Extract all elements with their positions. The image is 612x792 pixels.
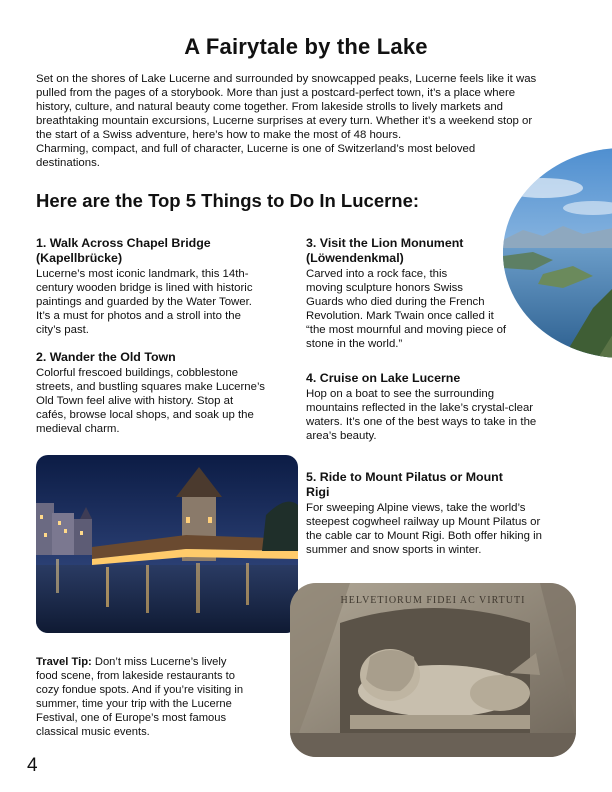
travel-tip-label: Travel Tip: <box>36 656 92 668</box>
monument-inscription: HELVETIORUM FIDEI AC VIRTUTI <box>340 595 526 606</box>
item-body-line: “the most mournful and moving piece of <box>306 324 507 336</box>
item-title <box>36 350 281 365</box>
item-body-line: Revolution. Mark Twain once called it <box>306 310 494 322</box>
page-number: 4 <box>27 755 38 776</box>
item-body-line: stone in the world.” <box>306 338 403 350</box>
item-body-line: cafés, browse local shops, and soak up the <box>36 409 254 421</box>
list-item <box>36 236 281 337</box>
item-body-line: steepest cogwheel railway up Mount Pilatus or <box>306 516 541 528</box>
item-body-line: For sweeping Alpine views, take the world’s <box>306 502 526 514</box>
list-item <box>306 236 531 351</box>
intro-paragraph <box>36 72 576 170</box>
intro-line: destinations. <box>36 157 100 169</box>
intro-line: Set on the shores of Lake Lucerne and surrounded by snowcapped peaks, Lucerne feels like it was <box>36 73 537 85</box>
intro-line: Charming, compact, and full of character, Lucerne is one of Switzerland’s most beloved <box>36 143 476 155</box>
list-item <box>36 350 281 436</box>
intro-line: history, culture, and natural beauty come together. From lakeside strolls to lively markets and <box>36 101 504 113</box>
intro-line: the start of a Swiss adventure, here’s how to make the most of 48 hours. <box>36 129 402 141</box>
article-title: A Fairytale by the Lake <box>184 34 428 59</box>
list-item <box>306 470 576 557</box>
item-body-line: Guards who died during the French <box>306 296 485 308</box>
intro-line: breathtaking mountain excursions, Lucerne surprises at every turn. Whether it’s a weekend stop or <box>36 115 533 127</box>
item-title-line: 1. Walk Across Chapel Bridge <box>36 236 211 250</box>
item-body-line: paintings and guarded by the Water Tower. <box>36 296 252 308</box>
item-title-line: Rigi <box>306 485 330 499</box>
travel-tip-line: classical music events. <box>36 726 150 738</box>
item-body-line: mountains reflected in the lake’s crystal-clear <box>306 402 534 414</box>
item-title <box>306 470 576 500</box>
item-body-line: Colorful frescoed buildings, cobblestone <box>36 367 238 379</box>
item-body-line: summer and snow sports in winter. <box>306 544 482 556</box>
item-body-line: Old Town feel alive with history. Stop at <box>36 395 234 407</box>
item-body-line: Hop on a boat to see the surrounding <box>306 388 495 400</box>
item-body-line: Carved into a rock face, this <box>306 268 448 280</box>
item-title-line: 4. Cruise on Lake Lucerne <box>306 371 461 385</box>
item-body-line: It’s a must for photos and a stroll into the <box>36 310 241 322</box>
travel-tip-line: cozy fondue spots. And if you’re visiting in <box>36 684 244 696</box>
travel-tip <box>36 655 268 739</box>
item-title-line: 3. Visit the Lion Monument <box>306 236 464 250</box>
travel-tip-line: summer, time your trip with the Lucerne <box>36 698 232 710</box>
item-title-line: 2. Wander the Old Town <box>36 350 176 364</box>
lion-monument-photo <box>290 583 576 757</box>
item-title-line: (Löwendenkmal) <box>306 251 404 265</box>
item-body-line: century wooden bridge is lined with historic <box>36 282 253 294</box>
intro-line: pulled from the pages of a storybook. More than just a postcard-perfect town, it’s a place where <box>36 87 516 99</box>
section-heading: Here are the Top 5 Things to Do In Lucerne: <box>36 190 420 211</box>
chapel-bridge-photo <box>36 455 298 633</box>
travel-tip-line: Don’t miss Lucerne’s lively <box>91 656 227 668</box>
item-body-line: the cable car to Mount Rigi. Both offer hiking in <box>306 530 542 542</box>
item-title-line: 5. Ride to Mount Pilatus or Mount <box>306 470 503 484</box>
item-body-line: city’s past. <box>36 324 89 336</box>
item-body-line: streets, and bustling squares make Lucerne’s <box>36 381 265 393</box>
item-body-line: Lucerne’s most iconic landmark, this 14th- <box>36 268 249 280</box>
item-body-line: area’s beauty. <box>306 430 377 442</box>
item-title <box>306 236 531 266</box>
item-body-line: medieval charm. <box>36 423 120 435</box>
item-title <box>306 371 576 386</box>
list-item <box>306 371 576 443</box>
travel-tip-line: food scene, from lakeside restaurants to <box>36 670 235 682</box>
item-body-line: waters. It’s one of the best ways to take in the <box>306 416 537 428</box>
item-body-line: moving sculpture honors Swiss <box>306 282 464 294</box>
item-title-line: (Kapellbrücke) <box>36 251 123 265</box>
travel-tip-line: Festival, one of Europe’s most famous <box>36 712 227 724</box>
item-title <box>36 236 281 266</box>
